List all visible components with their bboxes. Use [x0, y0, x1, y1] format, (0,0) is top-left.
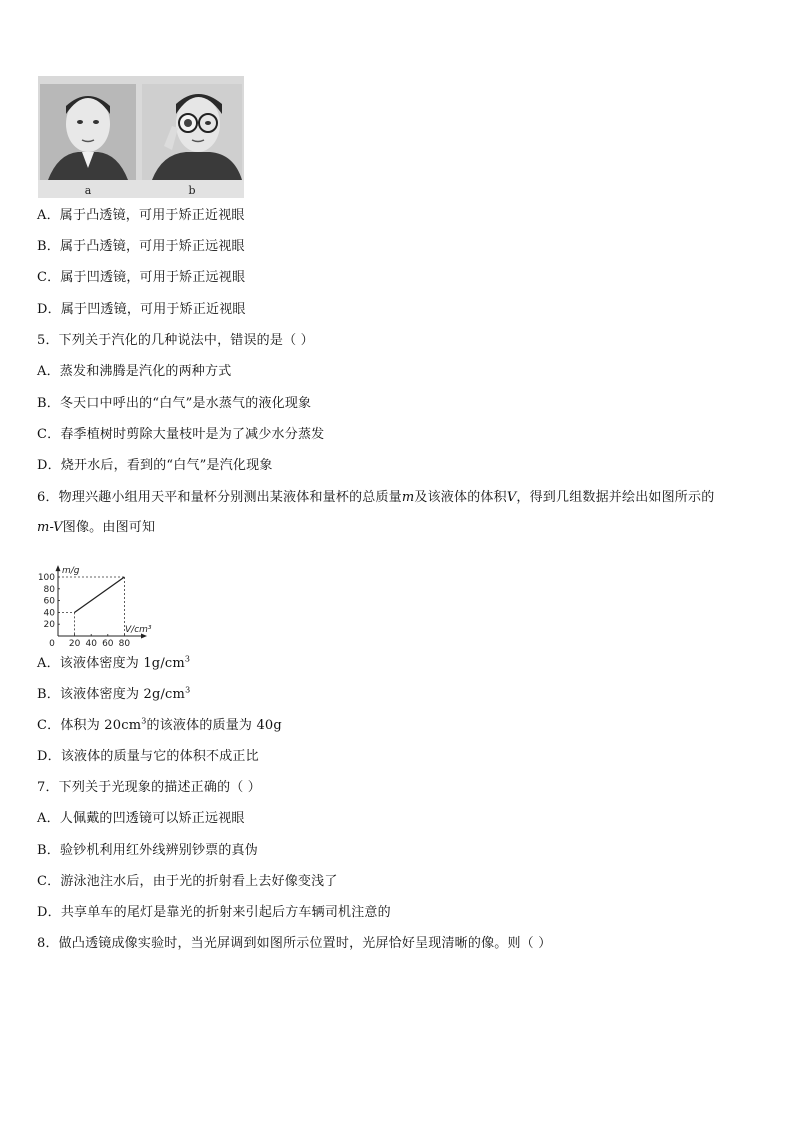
q6-var-mv: m-V — [37, 520, 63, 535]
q7-option-d: D．共享单车的尾灯是靠光的折射来引起后方车辆司机注意的 — [37, 905, 391, 920]
q7-option-b: B．验钞机利用红外线辨别钞票的真伪 — [37, 843, 258, 858]
q6-var-m: m — [401, 490, 415, 505]
x-tick-label: 60 — [102, 639, 114, 649]
x-tick-label: 40 — [85, 639, 97, 649]
y-tick-label: 60 — [43, 596, 55, 607]
q6-option-a-sup: 3 — [184, 654, 191, 664]
q6-option-a — [37, 656, 190, 672]
q4-option-a: A．属于凸透镜，可用于矫正近视眼 — [37, 208, 245, 223]
q6-stem-text-3: ，得到几组数据并绘出如图所示的 — [516, 490, 715, 505]
q6-option-a-text: A．该液体密度为 1g/cm — [37, 656, 185, 671]
q5-stem: 5．下列关于汽化的几种说法中，错误的是（ ） — [37, 333, 314, 348]
q4-option-c: C．属于凹透镜，可用于矫正远视眼 — [37, 270, 246, 285]
q5-option-a: A．蒸发和沸腾是汽化的两种方式 — [37, 364, 232, 379]
y-tick-label: 80 — [43, 584, 55, 595]
x-axis-label: V/cm³ — [125, 625, 152, 635]
lens-photo-figure — [38, 76, 244, 198]
q6-option-b-text: B．该液体密度为 2g/cm — [37, 687, 186, 702]
q7-option-c: C．游泳池注水后，由于光的折射看上去好像变浅了 — [37, 874, 338, 889]
x-tick-label: 20 — [68, 639, 81, 649]
y-axis-arrow — [56, 565, 61, 571]
y-tick-label: 20 — [43, 620, 55, 631]
q5-option-c: C．春季植树时剪除大量枝叶是为了减少水分蒸发 — [37, 427, 325, 442]
q4-option-d: D．属于凹透镜，可用于矫正近视眼 — [37, 302, 246, 317]
q6-option-d: D．该液体的质量与它的体积不成正比 — [37, 749, 259, 764]
x-tick-label: 0 — [49, 639, 55, 649]
q6-option-c-text: C．体积为 20cm — [37, 718, 142, 733]
q6-stem-line2 — [37, 520, 155, 536]
q6-stem-text-1: 6．物理兴趣小组用天平和量杯分别测出某液体和量杯的总质量 — [37, 490, 402, 505]
q5-option-b: B．冬天口中呼出的“白气”是水蒸气的液化现象 — [37, 396, 312, 411]
y-tick-label: 40 — [43, 608, 55, 619]
q5-option-d: D．烧开水后，看到的“白气”是汽化现象 — [37, 458, 273, 473]
series-line — [75, 577, 125, 612]
q7-option-a: A．人佩戴的凹透镜可以矫正远视眼 — [37, 811, 245, 826]
q6-option-b — [37, 687, 190, 703]
q6-stem-line1 — [37, 490, 714, 506]
y-axis-label: m/g — [62, 566, 80, 577]
q6-option-b-sup: 3 — [185, 685, 191, 695]
q6-option-c-sup: 3 — [141, 716, 147, 726]
q6-stem-text-4: 图像。由图可知 — [62, 520, 156, 535]
q4-option-b: B．属于凸透镜，可用于矫正远视眼 — [37, 239, 245, 254]
mv-chart — [32, 546, 202, 652]
x-tick-label: 80 — [118, 639, 131, 649]
q6-option-c — [37, 718, 282, 734]
q6-option-c-text-2: 的该液体的质量为 40g — [146, 718, 282, 733]
photo-label-a: a — [84, 184, 92, 197]
q7-stem: 7．下列关于光现象的描述正确的（ ） — [37, 780, 262, 795]
q6-var-v: V — [506, 490, 517, 505]
y-tick-label: 100 — [37, 573, 55, 583]
photo-label-b: b — [188, 184, 196, 197]
q6-stem-text-2: 及该液体的体积 — [414, 490, 507, 505]
q8-stem: 8．做凸透镜成像实验时，当光屏调到如图所示位置时，光屏恰好呈现清晰的像。则（ ） — [37, 936, 552, 951]
